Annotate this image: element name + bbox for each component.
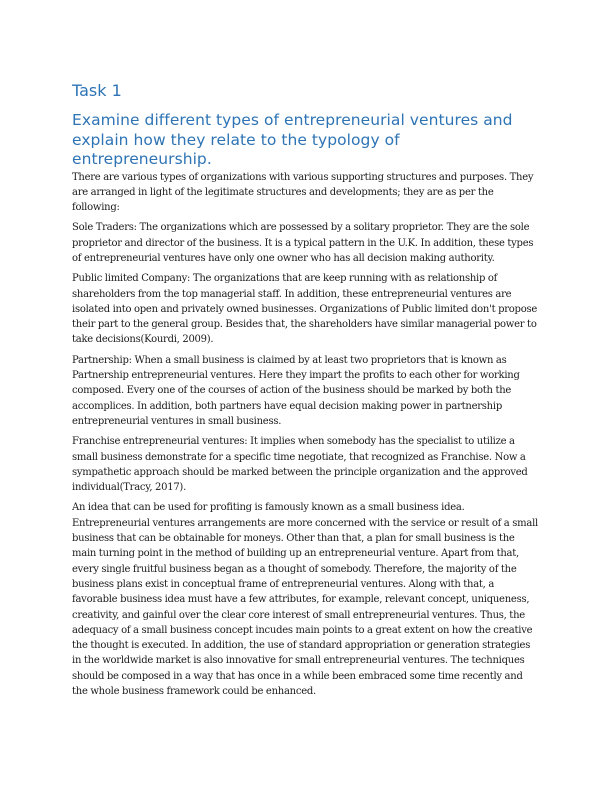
question-heading: Examine different types of entrepreneurial ventures and explain how they relate to the typology of entrepreneurship.	[72, 111, 513, 168]
paragraph-partnership: Partnership: When a small business is claimed by at least two proprietors that is known as Partnership entrepreneurial ventures. Here they impart the profits to each other for working composed. Every one of the courses of action of the business should be marked by both the accomplices. In addition, both partners have equal decision making power in partnership entrepreneurial ventures in small business.	[72, 354, 520, 427]
paragraph-business-idea: An idea that can be used for profiting is famously known as a small business idea. Entrepreneurial ventures arrangements are more concerned with the service or result of a small business that can be obtainable for moneys. Other than that, a plan for small business is the main turning point in the method of building up an entrepreneurial venture. Apart from that, every single fruitful business began as a thought of somebody. Therefore, the majority of the business plans exist in conceptual frame of entrepreneurial ventures. Along with that, a favorable business idea must have a few attributes, for example, relevant concept, uniqueness, creativity, and gainful over the clear core interest of small entrepreneurial ventures. Thus, the adequacy of a small business concept incudes main points to a great extent on how the creative the thought is executed. In addition, the use of standard appropriation or generation strategies in the worldwide market is also innovative for small entrepreneurial ventures. The techniques should be composed in a way that has once in a while been embraced some time recently and the whole business framework could be enhanced.	[72, 502, 538, 697]
paragraph-intro: There are various types of organizations with various supporting structures and purposes. They are arranged in light of the legitimate structures and developments; they are as per the following:	[72, 171, 534, 214]
task-heading: Task 1	[72, 81, 122, 100]
paragraph-franchise: Franchise entrepreneurial ventures: It implies when somebody has the specialist to utilize a small business demonstrate for a specific time negotiate, that recognized as Franchise. Now a sympathetic approach should be marked between the principle organization and the approved individual(Tracy, 2017).	[72, 436, 528, 494]
paragraph-sole-traders: Sole Traders: The organizations which are possessed by a solitary proprietor. They are the sole proprietor and director of the business. It is a typical pattern in the U.K. In addition, these types of entrepreneurial ventures have only one owner who has all decision making authority.	[72, 222, 534, 264]
paragraph-public-limited: Public limited Company: The organizations that are keep running with as relationship of shareholders from the top managerial staff. In addition, these entrepreneurial ventures are isolated into open and privately owned businesses. Organizations of Public limited don't propose their part to the general group. Besides that, the shareholders have similar managerial power to take decisions(Kourdi, 2009).	[72, 273, 538, 346]
